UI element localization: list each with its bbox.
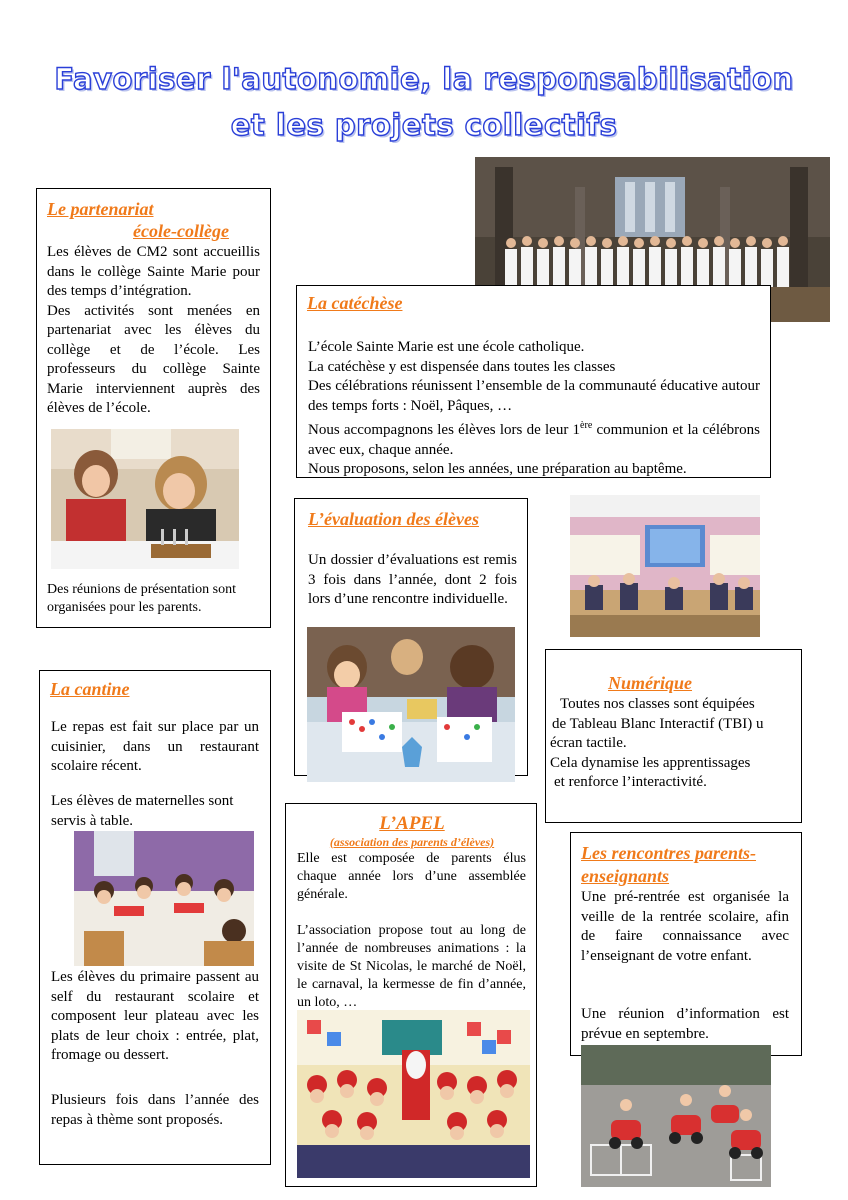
- rencontres-heading: Les rencontres parents-enseignants: [581, 843, 756, 886]
- playground-photo: [581, 1045, 771, 1187]
- catechese-line-2: La catéchèse y est dispensée dans toutes les classes: [308, 358, 616, 375]
- numerique-line-3: écran tactile.: [550, 735, 627, 751]
- catechese-line-4-a: Nous accompagnons les élèves lors de leur 1: [308, 422, 581, 438]
- cantine-para-3: Les élèves du primaire passent au self du restaurant scolaire et composent leur plateau avec les plats de leur choix : entrée, plat, fromage ou dessert.: [51, 969, 259, 1063]
- cantine-heading: La cantine: [50, 679, 130, 699]
- cantine-para-4: Plusieurs fois dans l’année des repas à thème sont proposés.: [51, 1092, 259, 1128]
- partenariat-heading: Le partenariat: [47, 199, 154, 219]
- evaluation-photo: [307, 627, 515, 782]
- partenariat-box: [36, 188, 271, 628]
- catechese-line-4: [308, 416, 760, 460]
- rencontres-box: [570, 832, 802, 1056]
- numerique-text: [550, 695, 802, 793]
- numerique-heading: Numérique: [608, 673, 693, 693]
- numerique-line-2: de Tableau Blanc Interactif (TBI) u: [552, 715, 764, 732]
- page-title-line-2: et les projets collectifs: [230, 108, 618, 142]
- rencontres-para-1: Une pré-rentrée est organisée la veille de la rentrée scolaire, afin de faire connaissance avec l’enseignant de votre enfant.: [581, 889, 789, 964]
- catechese-line-3: Des célébrations réunissent l’ensemble de la communauté éducative autour des temps forts : Noël, Pâques, …: [308, 378, 760, 414]
- numerique-line-5: et renforce l’interactivité.: [554, 774, 707, 790]
- numerique-line-1: Toutes nos classes sont équipées: [560, 696, 755, 712]
- cantine-para-1: Le repas est fait sur place par un cuisinier, dans un restaurant scolaire récent.: [51, 719, 259, 774]
- page-title: Favoriser l'autonomie, la responsabilisation: [54, 62, 794, 96]
- catechese-line-4-sup: ère: [580, 420, 593, 431]
- apel-heading: L’APEL: [379, 813, 445, 834]
- cantine-photo: [74, 831, 254, 966]
- partenariat-para-2: Des activités sont menées en partenariat avec les élèves du collège et de l’école. Les professeurs du collège Sainte Marie interviennent auprès des élèves de l’école.: [47, 302, 260, 416]
- partenariat-footer: Des réunions de présentation sont organisées pour les parents.: [47, 582, 236, 615]
- catechese-text: [308, 338, 760, 480]
- numerique-box: [545, 649, 802, 823]
- apel-subheading: (association des parents d’élèves): [329, 835, 495, 849]
- cantine-para-2: Les élèves de maternelles sont servis à table.: [51, 793, 234, 829]
- catechese-line-5: Nous proposons, selon les années, une préparation au baptême.: [308, 461, 687, 477]
- catechese-heading: La catéchèse: [307, 293, 403, 313]
- rencontres-para-2: Une réunion d’information est prévue en septembre.: [581, 1006, 789, 1042]
- partenariat-heading-2: école-collège: [133, 221, 229, 241]
- cantine-box: [39, 670, 271, 1165]
- evaluation-text: Un dossier d’évaluations est remis 3 fois dans l’année, dont 2 fois lors d’une rencontre individuelle.: [308, 552, 517, 607]
- catechese-line-4-b: communion et la célébrons avec eux, chaque année.: [308, 422, 760, 458]
- apel-para-1: Elle est composée de parents élus chaque année lors d’une assemblée générale.: [297, 851, 526, 902]
- catechese-box: [296, 285, 771, 478]
- partenariat-text: [47, 243, 260, 419]
- apel-para-2: L’association propose tout au long de l’année de nombreuses animations : la visite de St Nicolas, le marché de Noël, le carnaval, la kermesse de fin d’année, un loto, …: [297, 923, 526, 1010]
- numerique-line-4: Cela dynamise les apprentissages: [550, 754, 751, 771]
- partenariat-photo: [51, 429, 239, 569]
- evaluation-heading: L’évaluation des élèves: [308, 509, 479, 529]
- partenariat-para-1: Les élèves de CM2 sont accueillis dans le collège Sainte Marie pour des temps d’intégration.: [47, 244, 260, 299]
- apel-photo: [297, 1010, 530, 1178]
- catechese-line-1: L’école Sainte Marie est une école catholique.: [308, 339, 585, 355]
- classroom-photo: [570, 495, 760, 637]
